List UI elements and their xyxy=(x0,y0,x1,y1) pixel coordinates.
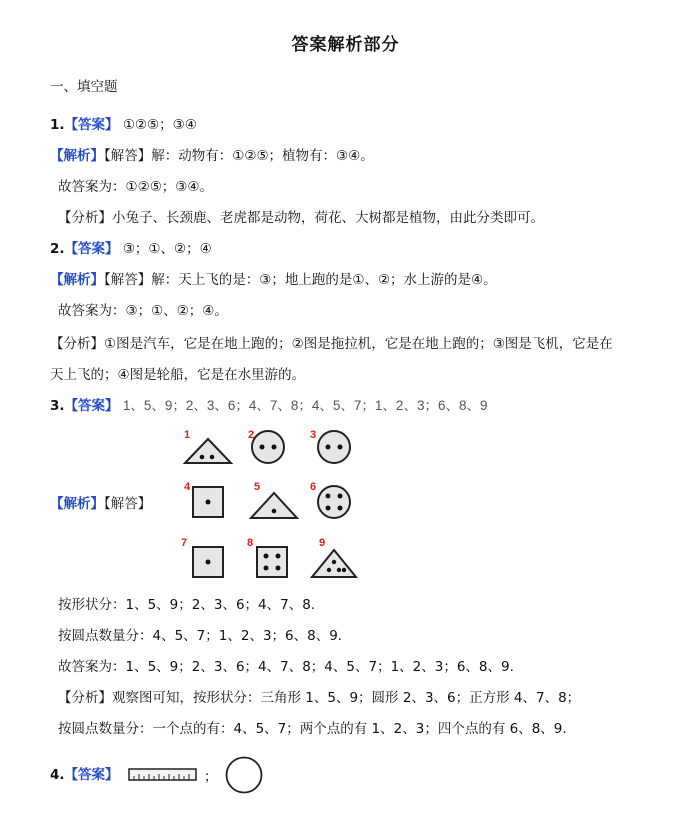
answer-tag: 【答案】 xyxy=(64,241,119,257)
shape-6-circle xyxy=(318,486,350,518)
fenxi-tag: 【分析】 xyxy=(50,336,104,352)
q3-answer-line xyxy=(50,396,487,416)
shape-5-triangle xyxy=(251,493,297,518)
shape-label-8: 8 xyxy=(247,537,254,549)
shape-label-6: 6 xyxy=(310,481,317,493)
q3-by-shape: 按形状分：1、5、9；2、3、6；4、7、8. xyxy=(58,597,316,613)
shape-7-square xyxy=(193,547,223,577)
q2-fenxi-text-2: 天上飞的；④图是轮船，它是在水里游的。 xyxy=(50,367,306,383)
shape-label-7: 7 xyxy=(181,537,188,549)
shape-label-4: 4 xyxy=(184,481,191,493)
q2-fenxi-text-1: ①图是汽车，它是在地上跑的；②图是拖拉机，它是在地上跑的；③图是飞机，它是在 xyxy=(104,336,613,352)
q1-fenxi-text: 小兔子、长颈鹿、老虎都是动物，荷花、大树都是植物，由此分类即可。 xyxy=(112,210,544,226)
page-title: 答案解析部分 xyxy=(291,35,400,55)
shape-9-triangle xyxy=(312,550,356,577)
q3-fenxi-text-2: 按圆点数量分：一个点的有：4、5、7；两个点的有 1、2、3；四个点的有 6、8、9. xyxy=(58,721,567,737)
q2-number: 2. xyxy=(50,241,65,257)
shape-4-square xyxy=(193,487,223,517)
q1-answer: ①②⑤；③④ xyxy=(122,117,197,133)
analysis-tag: 【解析】 xyxy=(50,496,104,512)
shape-label-1: 1 xyxy=(184,429,191,441)
fenxi-tag: 【分析】 xyxy=(58,690,112,706)
q3-fenxi-text-1: 观察图可知，按形状分：三角形 1、5、9；圆形 2、3、6；正方形 4、7、8； xyxy=(112,690,581,706)
q2-answer-line xyxy=(50,239,212,259)
shape-label-5: 5 xyxy=(254,481,261,493)
shape-grid-figure xyxy=(178,424,378,584)
q3-number: 3. xyxy=(50,398,65,414)
q1-fenxi-line xyxy=(58,208,544,228)
q2-solve-text: 解：天上飞的是：③；地上跑的是①、②；水上游的是④。 xyxy=(151,272,497,288)
ruler-icon xyxy=(128,768,198,782)
answer-tag: 【答案】 xyxy=(64,767,119,783)
shape-3-circle xyxy=(318,431,350,463)
section-heading: 一、填空题 xyxy=(50,79,118,95)
solve-tag: 【解答】 xyxy=(104,496,152,512)
q1-number: 1. xyxy=(50,117,65,133)
analysis-tag: 【解析】 xyxy=(50,272,104,288)
q1-answer-line xyxy=(50,115,197,135)
answer-tag: 【答案】 xyxy=(64,117,119,133)
solve-tag: 【解答】 xyxy=(104,272,152,288)
q1-analysis-line xyxy=(50,146,374,166)
q4-separator: ； xyxy=(204,769,218,785)
shape-label-3: 3 xyxy=(310,429,317,441)
circle-shape-icon xyxy=(224,755,264,795)
analysis-tag: 【解析】 xyxy=(50,148,104,164)
fenxi-tag: 【分析】 xyxy=(58,210,112,226)
q4-answer-line xyxy=(50,765,119,785)
q1-final: 故答案为：①②⑤；③④。 xyxy=(58,179,214,195)
q3-fenxi-line-1 xyxy=(58,688,580,708)
q2-answer: ③；①、②；④ xyxy=(122,241,212,257)
solve-tag: 【解答】 xyxy=(104,148,152,164)
q3-answer: 1、5、9；2、3、6；4、7、8；4、5、7；1、2、3；6、8、9 xyxy=(122,398,488,413)
q2-analysis-line xyxy=(50,270,497,290)
shape-8-square xyxy=(257,547,287,577)
q3-by-dots: 按圆点数量分：4、5、7；1、2、3；6、8、9. xyxy=(58,628,343,644)
q3-final: 故答案为：1、5、9；2、3、6；4、7、8；4、5、7；1、2、3；6、8、9. xyxy=(58,659,514,675)
shape-label-9: 9 xyxy=(319,537,326,549)
q1-solve-text: 解：动物有：①②⑤；植物有：③④。 xyxy=(151,148,374,164)
shape-label-2: 2 xyxy=(248,429,255,441)
q2-fenxi-line-1 xyxy=(50,334,613,354)
q4-number: 4. xyxy=(50,767,65,783)
q3-analysis-line xyxy=(50,494,151,514)
shape-1-triangle xyxy=(185,439,231,463)
q2-final: 故答案为：③；①、②；④。 xyxy=(58,303,228,319)
shape-2-circle xyxy=(252,431,284,463)
answer-tag: 【答案】 xyxy=(64,398,119,414)
